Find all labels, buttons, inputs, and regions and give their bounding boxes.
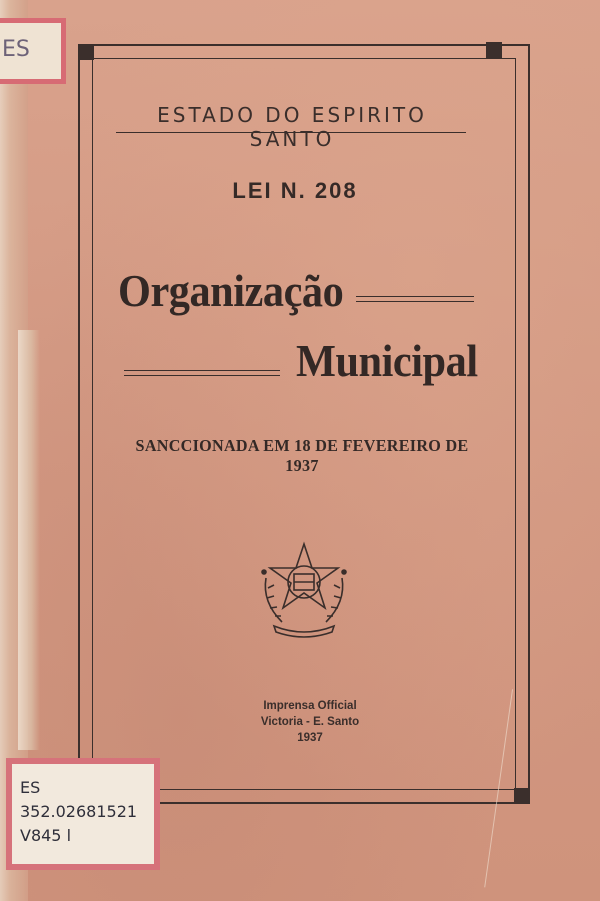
inner-border-frame bbox=[92, 58, 516, 790]
law-number: LEI N. 208 bbox=[232, 178, 358, 203]
frame-corner bbox=[78, 44, 94, 60]
library-call-number-label bbox=[6, 758, 160, 870]
state-heading: ESTADO DO ESPIRITO SANTO bbox=[157, 103, 427, 151]
call-number-line-1: ES bbox=[20, 778, 41, 797]
title-line-2: Municipal bbox=[296, 335, 478, 386]
spine-tear bbox=[18, 330, 40, 750]
title-line-1: Organização bbox=[118, 265, 344, 316]
imprint-publisher: Imprensa Official bbox=[263, 700, 357, 712]
title-double-rule bbox=[124, 370, 280, 378]
title-double-rule bbox=[356, 296, 474, 304]
imprint-place: Victoria - E. Santo bbox=[260, 716, 360, 728]
call-number-line-3: V845 l bbox=[20, 826, 72, 845]
imprint-year: 1937 bbox=[297, 732, 323, 744]
imprint-block bbox=[240, 698, 380, 746]
library-label-top bbox=[0, 18, 66, 84]
call-number-line-2: 352.02681521 bbox=[20, 802, 138, 821]
frame-corner bbox=[486, 42, 502, 58]
label-top-text: ES bbox=[2, 37, 30, 62]
sanction-date: SANCCIONADA EM 18 DE FEVEREIRO DE 1937 bbox=[135, 436, 469, 475]
coat-of-arms-icon bbox=[252, 538, 356, 642]
heading-rule bbox=[116, 132, 466, 133]
